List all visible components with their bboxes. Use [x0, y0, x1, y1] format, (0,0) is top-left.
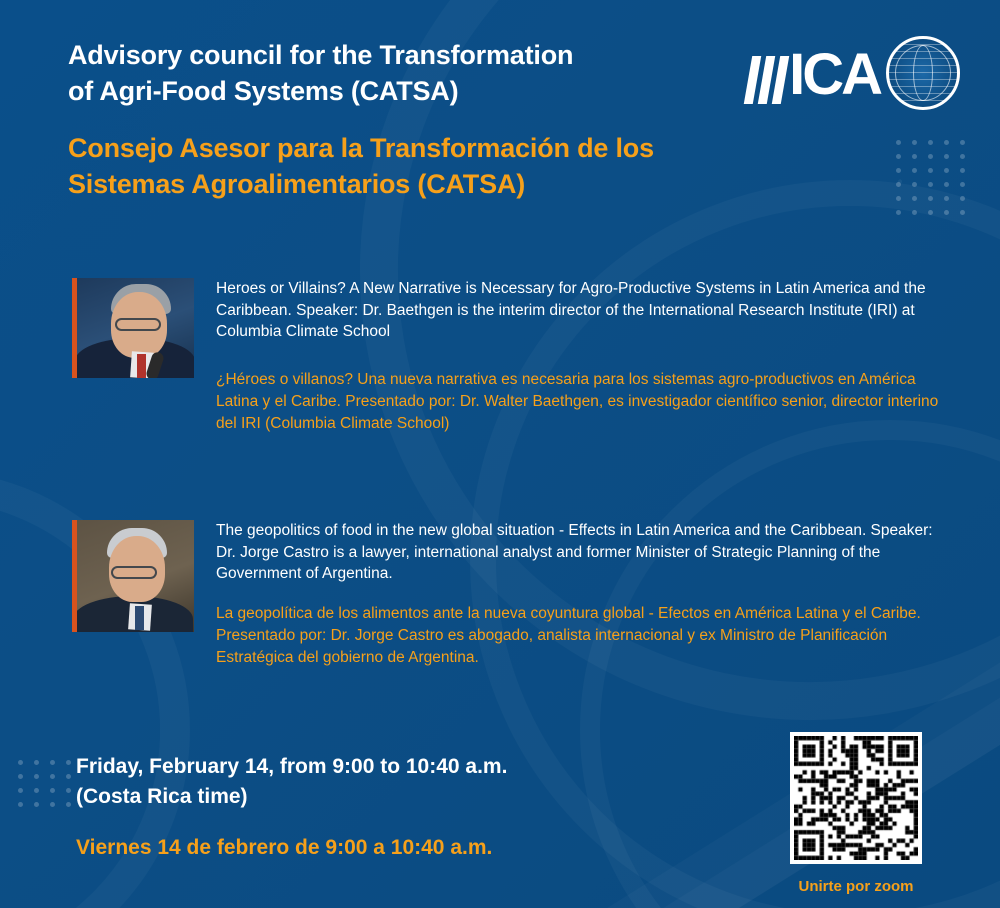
page-title [68, 38, 788, 203]
speaker-text-block [216, 520, 952, 669]
globe-icon [886, 36, 960, 110]
decorative-dot-grid [18, 760, 82, 816]
title-english [68, 38, 788, 109]
speaker-entry [72, 278, 952, 435]
title-spanish-line1: Consejo Asesor para la Transformación de los [68, 133, 654, 164]
speaker-photo [72, 278, 194, 378]
title-english-line2: of Agri-Food Systems (CATSA) [68, 75, 459, 106]
portrait-walter-baethgen [77, 278, 194, 378]
speaker-text-english: Heroes or Villains? A New Narrative is Necessary for Agro-Productive Systems in Latin America and the Caribbean. Speaker: Dr. Baethgen is the interim director of the International Research Institute (IRI) at Columbia Climate School [216, 280, 926, 341]
speaker-text-spanish: La geopolítica de los alimentos ante la nueva coyuntura global - Efectos en América Latina y el Caribe. Presentado por: Dr. Jorge Castro es abogado, analista internacional y ex Ministro de Planificación Estratégica del gobierno de Argentina. [216, 605, 921, 667]
event-date-english [76, 752, 507, 812]
title-spanish [68, 131, 788, 202]
decorative-dot-grid [896, 140, 976, 224]
title-english-line1: Advisory council for the Transformation [68, 40, 574, 70]
event-date-english-line1: Friday, February 14, from 9:00 to 10:40 a.m. [76, 755, 508, 778]
title-spanish-line2: Sistemas Agroalimentarios (CATSA) [68, 168, 526, 199]
event-date [76, 752, 507, 860]
event-date-english-line2: (Costa Rica time) [76, 784, 248, 808]
iica-logo-text: ICA [789, 42, 880, 107]
portrait-jorge-castro [77, 520, 194, 632]
speaker-text-spanish: ¿Héroes o villanos? Una nueva narrativa es necesaria para los sistemas agro-productivos en América Latina y el Caribe. Presentado por: Dr. Walter Baethgen, es investigador científico senior, director interino del IRI (Columbia Climate School) [216, 371, 939, 433]
speaker-text-english: The geopolitics of food in the new global situation - Effects in Latin America and the Caribbean. Speaker: Dr. Jorge Castro is a lawyer, international analyst and former Minister of Strategic Planning of the Government of Argentina. [216, 522, 933, 583]
iica-logo [748, 36, 960, 110]
zoom-join-block[interactable] [790, 732, 922, 895]
speaker-photo [72, 520, 194, 632]
event-date-spanish: Viernes 14 de febrero de 9:00 a 10:40 a.m. [76, 835, 493, 859]
iica-bars-icon [748, 56, 785, 104]
speaker-text-block [216, 278, 952, 435]
qr-code[interactable] [790, 732, 922, 864]
qr-caption: Unirte por zoom [798, 878, 914, 895]
iica-wordmark [748, 42, 880, 107]
speaker-entry [72, 520, 952, 669]
